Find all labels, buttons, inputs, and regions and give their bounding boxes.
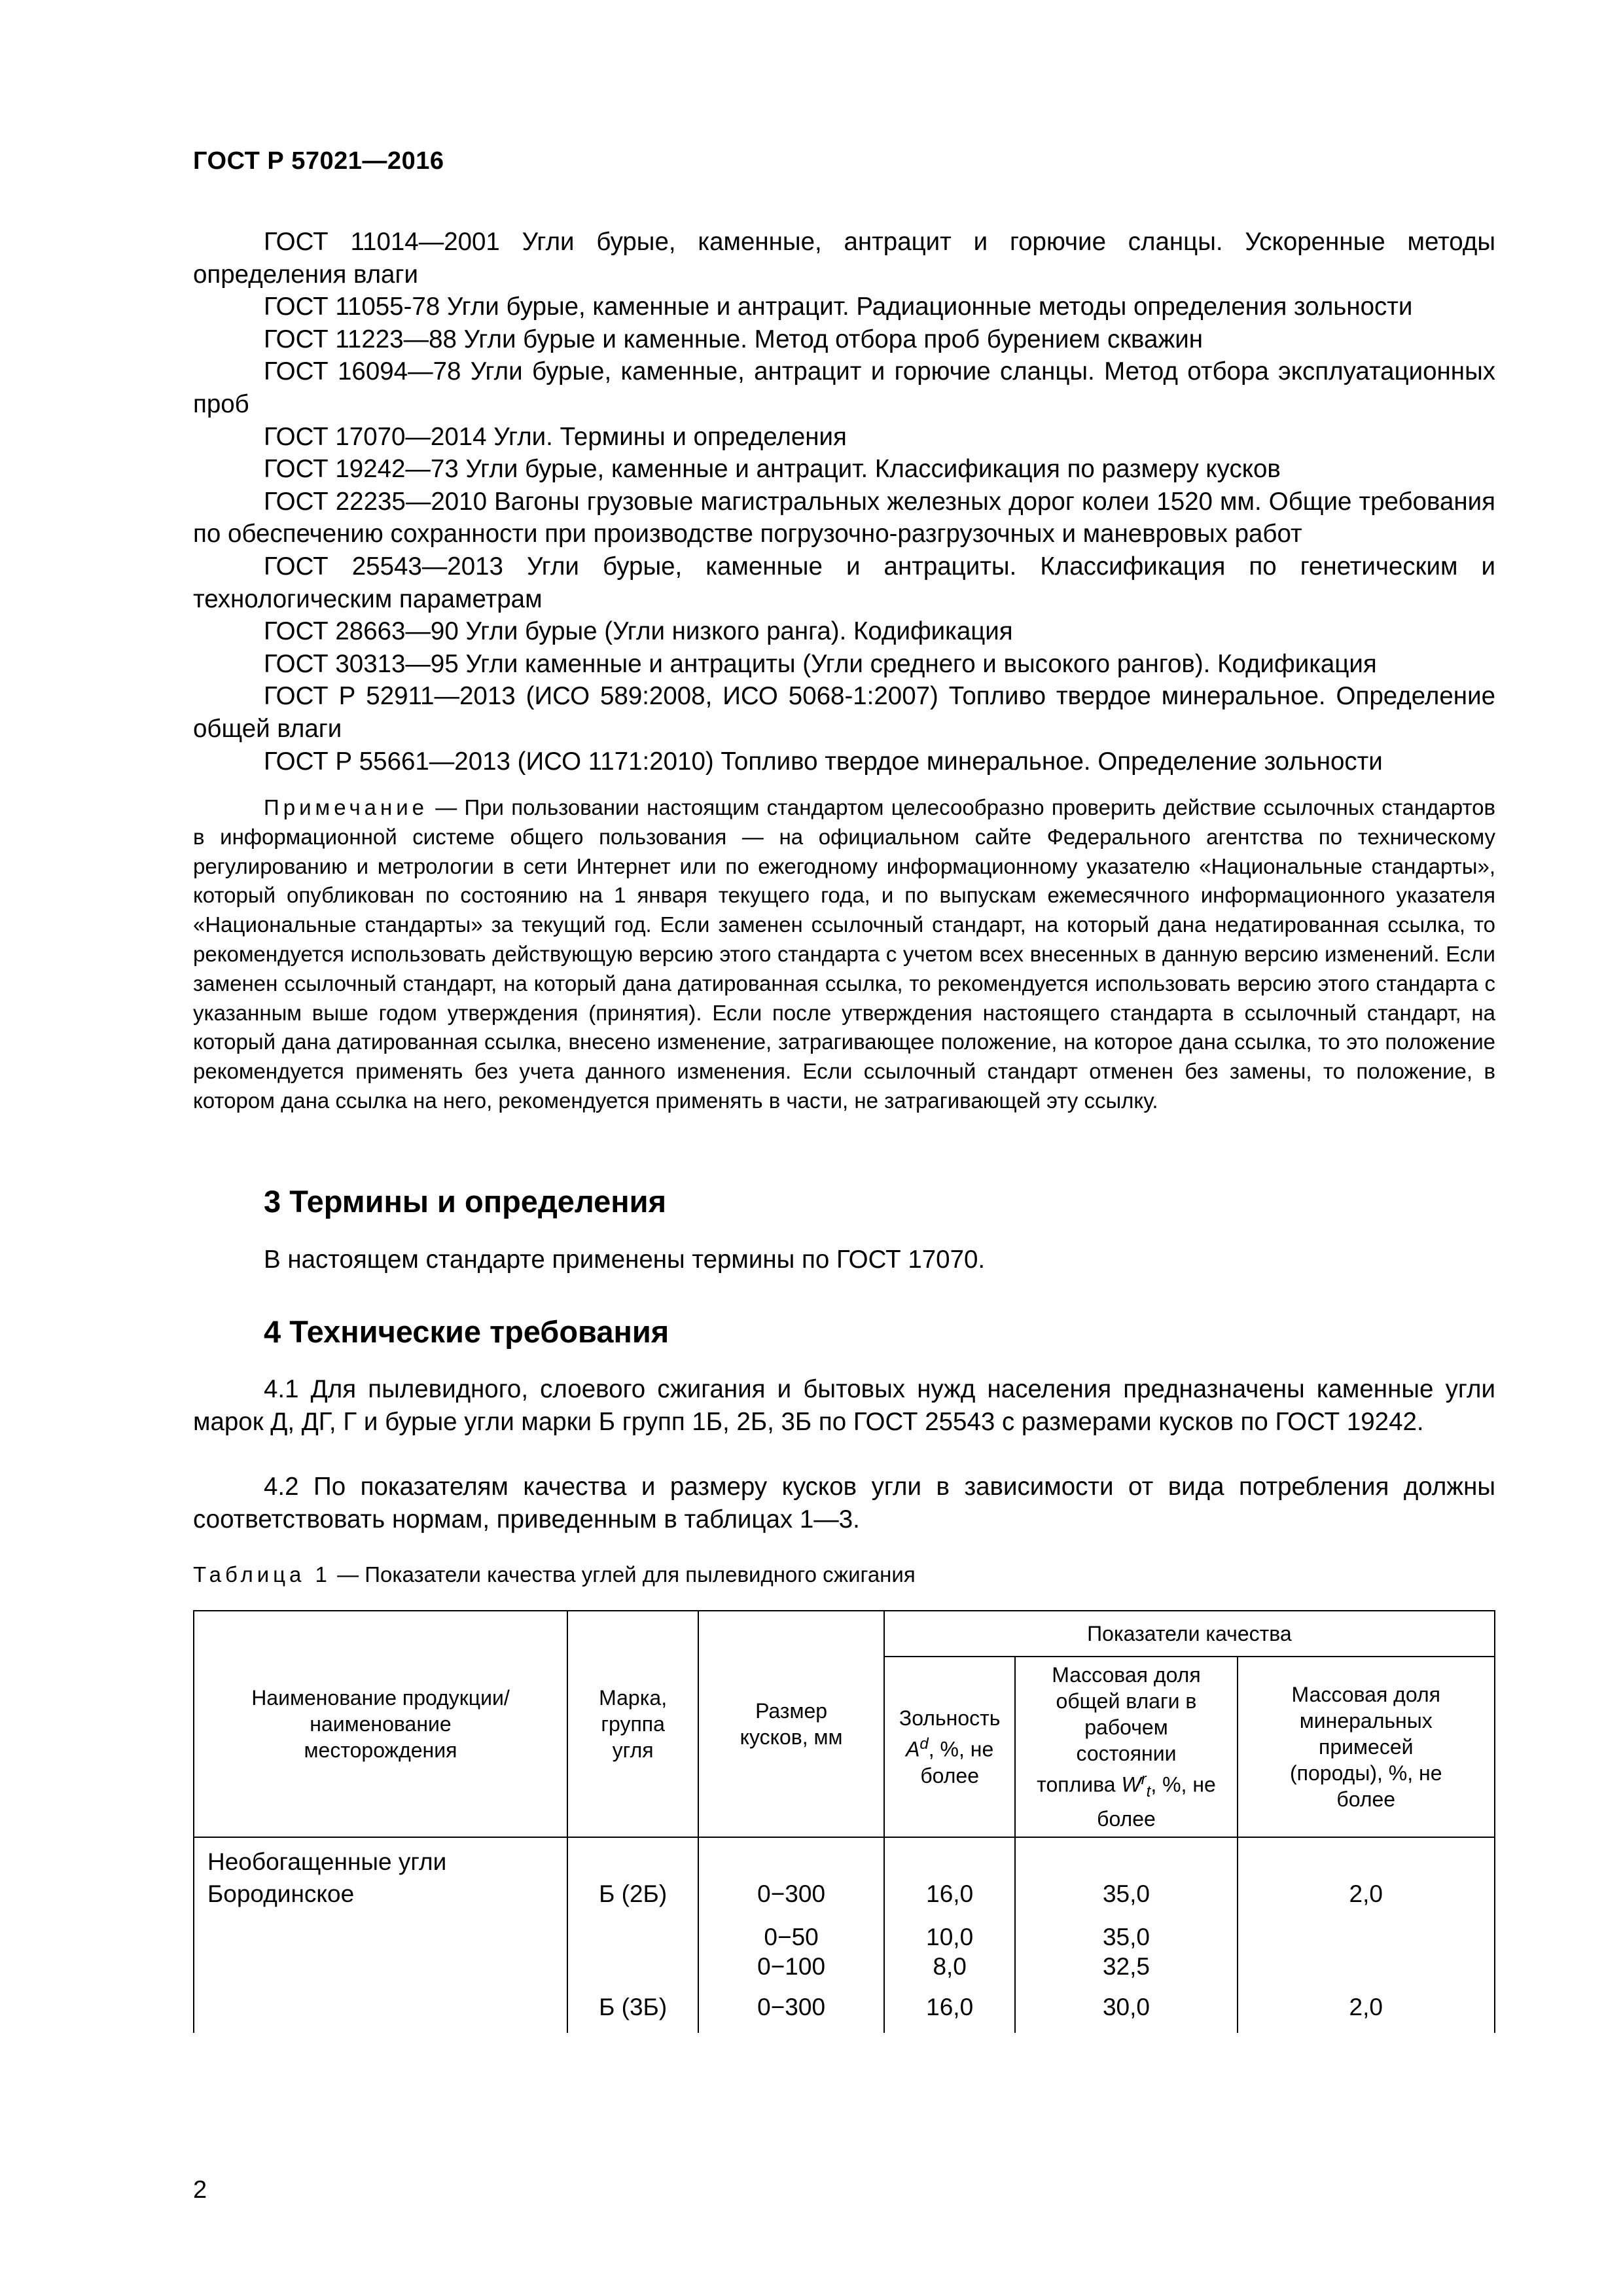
reference-item: ГОСТ 30313—95 Угли каменные и антрациты (Угли среднего и высокого рангов). Кодификация xyxy=(264,649,1377,678)
table-row xyxy=(194,1922,1495,1952)
header-mineral: Массовая доля минеральных примесей (породы), %, не более xyxy=(1238,1657,1495,1837)
reference-item: ГОСТ 25543—2013 Угли бурые, каменные и антрациты. Классификация по генетическим и технологическим параметрам xyxy=(193,552,1495,613)
header-grade: Марка, группа угля xyxy=(567,1611,698,1837)
cell-moisture: 35,0 xyxy=(1015,1922,1237,1952)
reference-item: ГОСТ 11055-78 Угли бурые, каменные и антрацит. Радиационные методы определения зольности xyxy=(264,293,1413,321)
cell-grade: Б (3Б) xyxy=(567,1992,698,2033)
table-1-caption-label: Таблица 1 xyxy=(193,1562,331,1587)
cell-moisture: 35,0 xyxy=(1015,1879,1237,1922)
note-paragraph xyxy=(193,793,1495,1116)
table-1 xyxy=(193,1610,1495,2033)
cell-name xyxy=(194,1992,567,2033)
cell-grade xyxy=(567,1922,698,1952)
cell-ash: 8,0 xyxy=(884,1952,1016,1992)
cell-ash: 16,0 xyxy=(884,1992,1016,2033)
reference-item: ГОСТ 11014—2001 Угли бурые, каменные, антрацит и горючие сланцы. Ускоренные методы определения влаги xyxy=(193,228,1495,289)
cell-mineral xyxy=(1238,1952,1495,1992)
references-list xyxy=(193,226,1495,778)
reference-item: ГОСТ 22235—2010 Вагоны грузовые магистральных железных дорог колеи 1520 мм. Общие требования по обеспечению сохранности при производстве погрузочно-разгрузочных и маневровых работ xyxy=(193,487,1495,548)
section-4-title: 4 Технические требования xyxy=(264,1314,669,1349)
reference-item: ГОСТ 17070—2014 Угли. Термины и определения xyxy=(264,422,847,451)
cell-ash: 16,0 xyxy=(884,1879,1016,1922)
header-product: Наименование продукции/ наименование месторождения xyxy=(194,1611,567,1837)
cell-size: 0−50 xyxy=(698,1922,884,1952)
header-size: Размер кусков, мм xyxy=(698,1611,884,1837)
cell-grade: Б (2Б) xyxy=(567,1879,698,1922)
section-4 xyxy=(264,1314,669,1350)
page-number: 2 xyxy=(193,2176,207,2204)
table-1-caption-text: — Показатели качества углей для пылевидного сжигания xyxy=(330,1562,916,1587)
section-4-paragraph-2: 4.2 По показателям качества и размеру кусков угли в зависимости от вида потребления должны соответствовать нормам, приведенным в таблицах 1—3. xyxy=(193,1473,1495,1534)
section-3-title: 3 Термины и определения xyxy=(264,1184,666,1219)
note-label: Примечание xyxy=(264,795,429,819)
table-row xyxy=(194,1952,1495,1992)
note-text: — При пользовании настоящим стандартом целесообразно проверить действие ссылочных стандартов в информационной системе общего пользования — на официальном сайте Федерального агентства по техническому регулированию и метрологии в сети Интернет или по ежегодному информационному указателю «Национальные стандарты», который опубликован по состоянию на 1 января текущего года, и по выпускам ежемесячного информационного указателя «Национальные стандарты» за текущий год. Если заменен ссылочный стандарт, на который дана недатированная ссылка, то рекомендуется использовать действующую версию этого стандарта с учетом всех внесенных в данную версию изменений. Если заменен ссылочный стандарт, на который дана датированная ссылка, то рекомендуется использовать версию этого стандарта с указанным выше годом утверждения (принятия). Если после утверждения настоящего стандарта в ссылочный стандарт, на который дана датированная ссылка, внесено изменение, затрагивающее положение, на которое дана ссылка, то это положение рекомендуется применять без учета данного изменения. Если ссылочный стандарт отменен без замены, то положение, в котором дана ссылка на него, рекомендуется применять в части, не затрагивающей эту ссылку. xyxy=(193,795,1495,1113)
cell-name xyxy=(194,1952,567,1992)
header-ash: Зольность $A^d$, %, не более xyxy=(884,1657,1016,1837)
cell-name: Бородинское xyxy=(194,1879,567,1922)
table-group-label: Необогащенные угли xyxy=(194,1837,567,1879)
reference-item: ГОСТ 11223—88 Угли бурые и каменные. Метод отбора проб бурением скважин xyxy=(264,325,1203,353)
cell-size: 0−100 xyxy=(698,1952,884,1992)
cell-size: 0−300 xyxy=(698,1992,884,2033)
table-1-caption xyxy=(193,1562,916,1587)
cell-ash: 10,0 xyxy=(884,1922,1016,1952)
table-row xyxy=(194,1879,1495,1922)
cell-mineral: 2,0 xyxy=(1238,1879,1495,1922)
section-4-paragraph-1: 4.1 Для пылевидного, слоевого сжигания и бытовых нужд населения предназначены каменные угли марок Д, ДГ, Г и бурые угли марки Б групп 1Б, 2Б, 3Б по ГОСТ 25543 с размерами кусков по ГОСТ 19242. xyxy=(193,1375,1495,1436)
reference-item: ГОСТ Р 55661—2013 (ИСО 1171:2010) Топливо твердое минеральное. Определение зольности xyxy=(264,747,1383,776)
cell-moisture: 30,0 xyxy=(1015,1992,1237,2033)
reference-item: ГОСТ 19242—73 Угли бурые, каменные и антрацит. Классификация по размеру кусков xyxy=(264,455,1281,484)
header-quality: Показатели качества xyxy=(884,1611,1495,1657)
table-row xyxy=(194,1992,1495,2033)
cell-grade xyxy=(567,1952,698,1992)
reference-item: ГОСТ Р 52911—2013 (ИСО 589:2008, ИСО 5068-1:2007) Топливо твердое минеральное. Определение общей влаги xyxy=(193,682,1495,743)
section-3-text: В настоящем стандарте применены термины по ГОСТ 17070. xyxy=(264,1246,986,1274)
cell-mineral: 2,0 xyxy=(1238,1992,1495,2033)
section-3 xyxy=(264,1183,666,1219)
cell-name xyxy=(194,1922,567,1952)
header-moisture: Массовая доля общей влаги в рабочем состоянии топлива $W^r_t$, %, не более xyxy=(1015,1657,1237,1837)
document-header: ГОСТ Р 57021—2016 xyxy=(193,147,444,175)
cell-size: 0−300 xyxy=(698,1879,884,1922)
cell-mineral xyxy=(1238,1922,1495,1952)
reference-item: ГОСТ 28663—90 Угли бурые (Угли низкого ранга). Кодификация xyxy=(264,617,1013,646)
reference-item: ГОСТ 16094—78 Угли бурые, каменные, антрацит и горючие сланцы. Метод отбора эксплуатационных проб xyxy=(193,357,1495,418)
cell-moisture: 32,5 xyxy=(1015,1952,1237,1992)
